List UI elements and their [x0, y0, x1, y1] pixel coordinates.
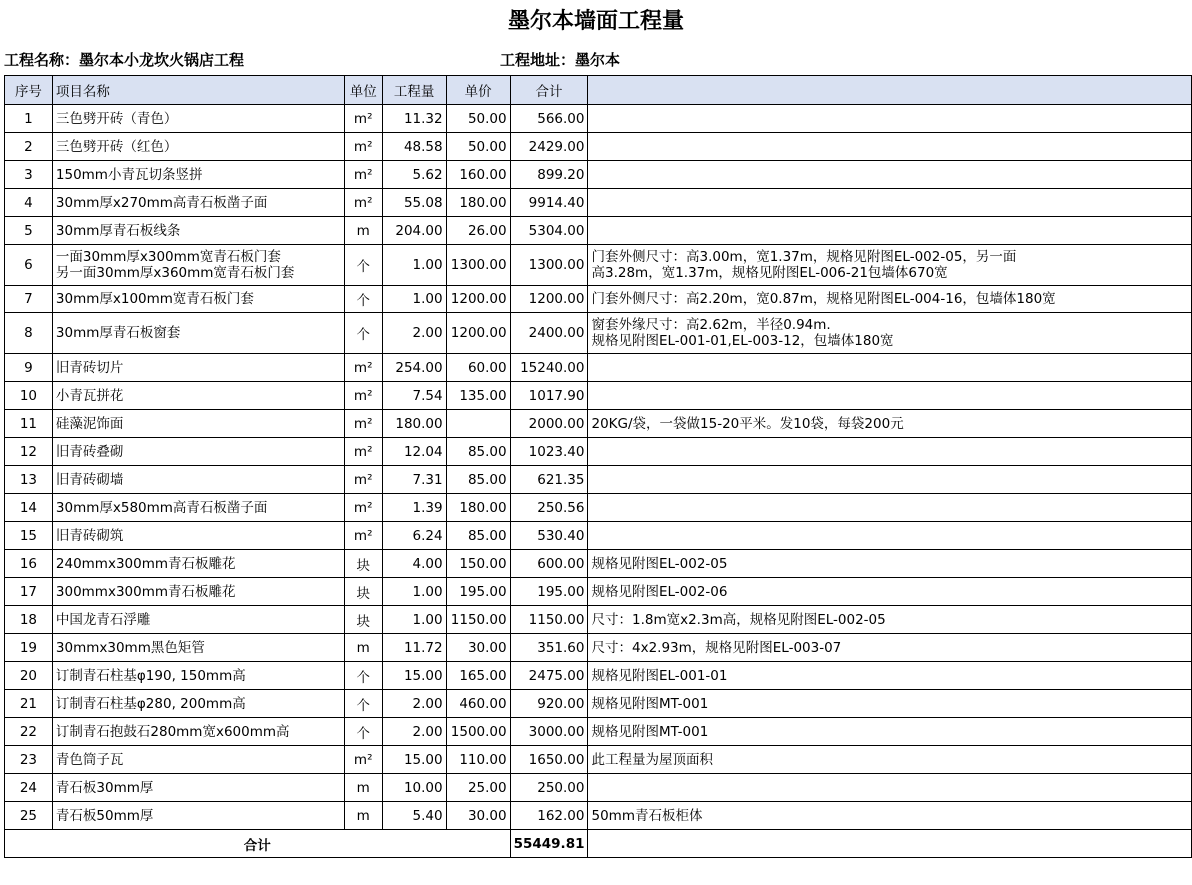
unit-cell[interactable]: m² — [344, 746, 382, 774]
row-total-cell[interactable]: 195.00 — [510, 578, 588, 606]
table-row — [5, 466, 1192, 494]
item-name[interactable]: 30mm厚青石板线条 — [52, 217, 344, 245]
table-row — [5, 382, 1192, 410]
quantity-cell[interactable]: 55.08 — [382, 189, 446, 217]
unit-price-cell[interactable]: 1500.00 — [446, 718, 510, 746]
unit-cell[interactable]: m² — [344, 189, 382, 217]
item-name[interactable]: 旧青砖切片 — [52, 354, 344, 382]
row-total-cell[interactable]: 566.00 — [510, 105, 588, 133]
row-total-cell[interactable]: 5304.00 — [510, 217, 588, 245]
unit-cell[interactable]: 个 — [344, 313, 382, 354]
quantity-cell[interactable]: 7.31 — [382, 466, 446, 494]
row-total-cell[interactable]: 1150.00 — [510, 606, 588, 634]
note-cell[interactable]: 规格见附图MT-001 — [588, 718, 1192, 746]
unit-price-cell[interactable]: 50.00 — [446, 105, 510, 133]
header-no[interactable]: 序号 — [5, 76, 53, 105]
unit-price-cell[interactable]: 160.00 — [446, 161, 510, 189]
total-label[interactable]: 合计 — [5, 830, 511, 858]
row-total-cell[interactable]: 530.40 — [510, 522, 588, 550]
row-total-cell[interactable]: 3000.00 — [510, 718, 588, 746]
project-address: 工程地址：墨尔本 — [500, 51, 621, 69]
quantity-cell[interactable]: 12.04 — [382, 438, 446, 466]
quantity-cell[interactable]: 7.54 — [382, 382, 446, 410]
quantity-cell[interactable]: 2.00 — [382, 718, 446, 746]
row-total-cell[interactable]: 920.00 — [510, 690, 588, 718]
unit-cell[interactable]: m² — [344, 466, 382, 494]
row-total-cell[interactable]: 600.00 — [510, 550, 588, 578]
header-row — [5, 76, 1192, 105]
header-name[interactable]: 项目名称 — [52, 76, 344, 105]
unit-price-cell[interactable]: 460.00 — [446, 690, 510, 718]
unit-cell[interactable]: m² — [344, 522, 382, 550]
item-name[interactable]: 240mmx300mm青石板雕花 — [52, 550, 344, 578]
table-row — [5, 746, 1192, 774]
unit-price-cell[interactable]: 60.00 — [446, 354, 510, 382]
note-cell[interactable] — [588, 133, 1192, 161]
note-cell[interactable]: 50mm青石板柜体 — [588, 802, 1192, 830]
row-number[interactable]: 19 — [5, 634, 53, 662]
note-cell[interactable]: 尺寸：1.8m宽x2.3m高，规格见附图EL-002-05 — [588, 606, 1192, 634]
row-total-cell[interactable]: 1023.40 — [510, 438, 588, 466]
item-name[interactable]: 订制青石柱基φ280, 200mm高 — [52, 690, 344, 718]
item-name[interactable]: 30mmx30mm黑色矩管 — [52, 634, 344, 662]
unit-cell[interactable]: m² — [344, 105, 382, 133]
table-row — [5, 245, 1192, 286]
note-cell[interactable] — [588, 466, 1192, 494]
item-name[interactable]: 青石板50mm厚 — [52, 802, 344, 830]
quantity-cell[interactable]: 5.40 — [382, 802, 446, 830]
unit-cell[interactable]: 个 — [344, 245, 382, 286]
note-cell[interactable]: 窗套外缘尺寸：高2.62m，半径0.94m. 规格见附图EL-001-01,EL-003-12，包墙体180宽 — [588, 313, 1192, 354]
item-name[interactable]: 订制青石抱鼓石280mm宽x600mm高 — [52, 718, 344, 746]
item-name[interactable]: 30mm厚x580mm高青石板凿子面 — [52, 494, 344, 522]
row-total-cell[interactable]: 15240.00 — [510, 354, 588, 382]
item-name[interactable]: 30mm厚x270mm高青石板凿子面 — [52, 189, 344, 217]
note-cell[interactable]: 规格见附图EL-001-01 — [588, 662, 1192, 690]
row-total-cell[interactable]: 1200.00 — [510, 286, 588, 313]
note-cell[interactable] — [588, 105, 1192, 133]
quantity-cell[interactable]: 1.00 — [382, 245, 446, 286]
unit-price-cell[interactable]: 195.00 — [446, 578, 510, 606]
row-number[interactable]: 9 — [5, 354, 53, 382]
unit-cell[interactable]: 个 — [344, 718, 382, 746]
unit-cell[interactable]: 块 — [344, 550, 382, 578]
row-number[interactable]: 24 — [5, 774, 53, 802]
unit-price-cell[interactable]: 180.00 — [446, 494, 510, 522]
unit-cell[interactable]: m² — [344, 161, 382, 189]
item-name[interactable]: 小青瓦拼花 — [52, 382, 344, 410]
unit-cell[interactable]: m² — [344, 382, 382, 410]
quantity-table — [4, 75, 1192, 858]
unit-cell[interactable]: m — [344, 774, 382, 802]
item-name[interactable]: 300mmx300mm青石板雕花 — [52, 578, 344, 606]
row-number[interactable]: 5 — [5, 217, 53, 245]
unit-cell[interactable]: 块 — [344, 606, 382, 634]
quantity-cell[interactable]: 5.62 — [382, 161, 446, 189]
unit-cell[interactable]: m — [344, 634, 382, 662]
row-number[interactable]: 6 — [5, 245, 53, 286]
unit-price-cell[interactable]: 150.00 — [446, 550, 510, 578]
unit-price-cell[interactable]: 85.00 — [446, 466, 510, 494]
row-total-cell[interactable]: 250.56 — [510, 494, 588, 522]
row-number[interactable]: 16 — [5, 550, 53, 578]
unit-cell[interactable]: 个 — [344, 286, 382, 313]
unit-cell[interactable]: m² — [344, 494, 382, 522]
quantity-cell[interactable]: 1.00 — [382, 286, 446, 313]
quantity-cell[interactable]: 204.00 — [382, 217, 446, 245]
row-total-cell[interactable]: 1017.90 — [510, 382, 588, 410]
table-row — [5, 550, 1192, 578]
unit-price-cell[interactable]: 85.00 — [446, 438, 510, 466]
total-row — [5, 830, 1192, 858]
note-cell[interactable]: 规格见附图MT-001 — [588, 690, 1192, 718]
item-name[interactable]: 150mm小青瓦切条竖拼 — [52, 161, 344, 189]
item-name[interactable]: 订制青石柱基φ190, 150mm高 — [52, 662, 344, 690]
row-number[interactable]: 18 — [5, 606, 53, 634]
quantity-cell[interactable]: 2.00 — [382, 690, 446, 718]
row-number[interactable]: 12 — [5, 438, 53, 466]
unit-cell[interactable]: 个 — [344, 690, 382, 718]
table-row — [5, 286, 1192, 313]
table-row — [5, 217, 1192, 245]
unit-cell[interactable]: m² — [344, 133, 382, 161]
row-number[interactable]: 4 — [5, 189, 53, 217]
note-cell[interactable] — [588, 494, 1192, 522]
unit-cell[interactable]: 个 — [344, 662, 382, 690]
note-cell[interactable] — [588, 189, 1192, 217]
unit-price-cell[interactable]: 25.00 — [446, 774, 510, 802]
row-number[interactable]: 7 — [5, 286, 53, 313]
row-total-cell[interactable]: 1650.00 — [510, 746, 588, 774]
row-total-cell[interactable]: 1300.00 — [510, 245, 588, 286]
table-row — [5, 161, 1192, 189]
item-name[interactable]: 中国龙青石浮雕 — [52, 606, 344, 634]
row-total-cell[interactable]: 250.00 — [510, 774, 588, 802]
item-name[interactable]: 青石板30mm厚 — [52, 774, 344, 802]
row-total-cell[interactable]: 9914.40 — [510, 189, 588, 217]
note-cell[interactable] — [588, 774, 1192, 802]
table-row — [5, 606, 1192, 634]
table-row — [5, 410, 1192, 438]
item-name[interactable]: 30mm厚青石板窗套 — [52, 313, 344, 354]
table-row — [5, 105, 1192, 133]
quantity-cell[interactable]: 11.72 — [382, 634, 446, 662]
unit-cell[interactable]: m — [344, 802, 382, 830]
row-total-cell[interactable]: 2000.00 — [510, 410, 588, 438]
unit-cell[interactable]: m² — [344, 438, 382, 466]
table-row — [5, 634, 1192, 662]
table-row — [5, 494, 1192, 522]
table-row — [5, 578, 1192, 606]
quantity-cell[interactable]: 2.00 — [382, 313, 446, 354]
unit-cell[interactable]: m² — [344, 410, 382, 438]
note-cell[interactable]: 门套外侧尺寸：高3.00m，宽1.37m，规格见附图EL-002-05，另一面 高3.28m，宽1.37m，规格见附图EL-006-21包墙体670宽 — [588, 245, 1192, 286]
row-number[interactable]: 13 — [5, 466, 53, 494]
item-name[interactable]: 旧青砖砌墙 — [52, 466, 344, 494]
header-qty[interactable]: 工程量 — [382, 76, 446, 105]
quantity-cell[interactable]: 10.00 — [382, 774, 446, 802]
row-number[interactable]: 10 — [5, 382, 53, 410]
row-number[interactable]: 25 — [5, 802, 53, 830]
quantity-cell[interactable]: 11.32 — [382, 105, 446, 133]
unit-price-cell[interactable]: 1150.00 — [446, 606, 510, 634]
table-row — [5, 133, 1192, 161]
quantity-cell[interactable]: 48.58 — [382, 133, 446, 161]
unit-price-cell[interactable]: 30.00 — [446, 802, 510, 830]
unit-price-cell[interactable]: 165.00 — [446, 662, 510, 690]
row-number[interactable]: 8 — [5, 313, 53, 354]
unit-cell[interactable]: 块 — [344, 578, 382, 606]
table-row — [5, 313, 1192, 354]
quantity-cell[interactable]: 4.00 — [382, 550, 446, 578]
row-number[interactable]: 2 — [5, 133, 53, 161]
unit-price-cell[interactable]: 135.00 — [446, 382, 510, 410]
quantity-cell[interactable]: 15.00 — [382, 746, 446, 774]
total-value[interactable]: 55449.81 — [510, 830, 588, 858]
item-name[interactable]: 30mm厚x100mm宽青石板门套 — [52, 286, 344, 313]
table-row — [5, 690, 1192, 718]
table-row — [5, 189, 1192, 217]
note-cell[interactable]: 尺寸：4x2.93m，规格见附图EL-003-07 — [588, 634, 1192, 662]
row-number[interactable]: 15 — [5, 522, 53, 550]
note-cell[interactable]: 此工程量为屋顶面积 — [588, 746, 1192, 774]
unit-cell[interactable]: m² — [344, 354, 382, 382]
unit-price-cell[interactable]: 30.00 — [446, 634, 510, 662]
item-name[interactable]: 旧青砖砌筑 — [52, 522, 344, 550]
item-name[interactable]: 三色劈开砖（红色） — [52, 133, 344, 161]
unit-price-cell[interactable]: 1200.00 — [446, 286, 510, 313]
item-name[interactable]: 一面30mm厚x300mm宽青石板门套 另一面30mm厚x360mm宽青石板门套 — [52, 245, 344, 286]
row-total-cell[interactable]: 2400.00 — [510, 313, 588, 354]
row-total-cell[interactable]: 162.00 — [510, 802, 588, 830]
table-row — [5, 522, 1192, 550]
unit-price-cell[interactable] — [446, 410, 510, 438]
row-total-cell[interactable]: 899.20 — [510, 161, 588, 189]
note-cell[interactable] — [588, 354, 1192, 382]
item-name[interactable]: 硅藻泥饰面 — [52, 410, 344, 438]
row-number[interactable]: 14 — [5, 494, 53, 522]
item-name[interactable]: 旧青砖叠砌 — [52, 438, 344, 466]
quantity-cell[interactable]: 1.39 — [382, 494, 446, 522]
quantity-cell[interactable]: 1.00 — [382, 606, 446, 634]
unit-cell[interactable]: m — [344, 217, 382, 245]
header-note[interactable] — [588, 76, 1192, 105]
table-row — [5, 774, 1192, 802]
row-total-cell[interactable]: 351.60 — [510, 634, 588, 662]
table-row — [5, 438, 1192, 466]
item-name[interactable]: 三色劈开砖（青色） — [52, 105, 344, 133]
quantity-cell[interactable]: 180.00 — [382, 410, 446, 438]
total-note[interactable] — [588, 830, 1192, 858]
note-cell[interactable] — [588, 438, 1192, 466]
row-number[interactable]: 1 — [5, 105, 53, 133]
project-name: 工程名称：墨尔本小龙坎火锅店工程 — [4, 51, 245, 69]
header-price[interactable]: 单价 — [446, 76, 510, 105]
unit-price-cell[interactable]: 26.00 — [446, 217, 510, 245]
row-number[interactable]: 20 — [5, 662, 53, 690]
table-row — [5, 802, 1192, 830]
unit-price-cell[interactable]: 1200.00 — [446, 313, 510, 354]
row-number[interactable]: 23 — [5, 746, 53, 774]
unit-price-cell[interactable]: 180.00 — [446, 189, 510, 217]
note-cell[interactable] — [588, 382, 1192, 410]
note-cell[interactable] — [588, 217, 1192, 245]
sheet-title: 墨尔本墙面工程量 — [507, 9, 684, 34]
quantity-cell[interactable]: 254.00 — [382, 354, 446, 382]
header-total[interactable]: 合计 — [510, 76, 588, 105]
note-cell[interactable]: 门套外侧尺寸：高2.20m，宽0.87m，规格见附图EL-004-16，包墙体180宽 — [588, 286, 1192, 313]
row-number[interactable]: 17 — [5, 578, 53, 606]
row-number[interactable]: 22 — [5, 718, 53, 746]
item-name[interactable]: 青色筒子瓦 — [52, 746, 344, 774]
row-number[interactable]: 21 — [5, 690, 53, 718]
note-cell[interactable]: 规格见附图EL-002-06 — [588, 578, 1192, 606]
note-cell[interactable] — [588, 161, 1192, 189]
note-cell[interactable]: 20KG/袋，一袋做15-20平米。发10袋，每袋200元 — [588, 410, 1192, 438]
row-total-cell[interactable]: 2475.00 — [510, 662, 588, 690]
quantity-cell[interactable]: 15.00 — [382, 662, 446, 690]
quantity-cell[interactable]: 1.00 — [382, 578, 446, 606]
unit-price-cell[interactable]: 110.00 — [446, 746, 510, 774]
row-number[interactable]: 3 — [5, 161, 53, 189]
row-number[interactable]: 11 — [5, 410, 53, 438]
quantity-cell[interactable]: 6.24 — [382, 522, 446, 550]
unit-price-cell[interactable]: 85.00 — [446, 522, 510, 550]
table-row — [5, 718, 1192, 746]
unit-price-cell[interactable]: 1300.00 — [446, 245, 510, 286]
row-total-cell[interactable]: 2429.00 — [510, 133, 588, 161]
unit-price-cell[interactable]: 50.00 — [446, 133, 510, 161]
table-row — [5, 354, 1192, 382]
row-total-cell[interactable]: 621.35 — [510, 466, 588, 494]
header-unit[interactable]: 单位 — [344, 76, 382, 105]
note-cell[interactable] — [588, 522, 1192, 550]
table-row — [5, 662, 1192, 690]
note-cell[interactable]: 规格见附图EL-002-05 — [588, 550, 1192, 578]
